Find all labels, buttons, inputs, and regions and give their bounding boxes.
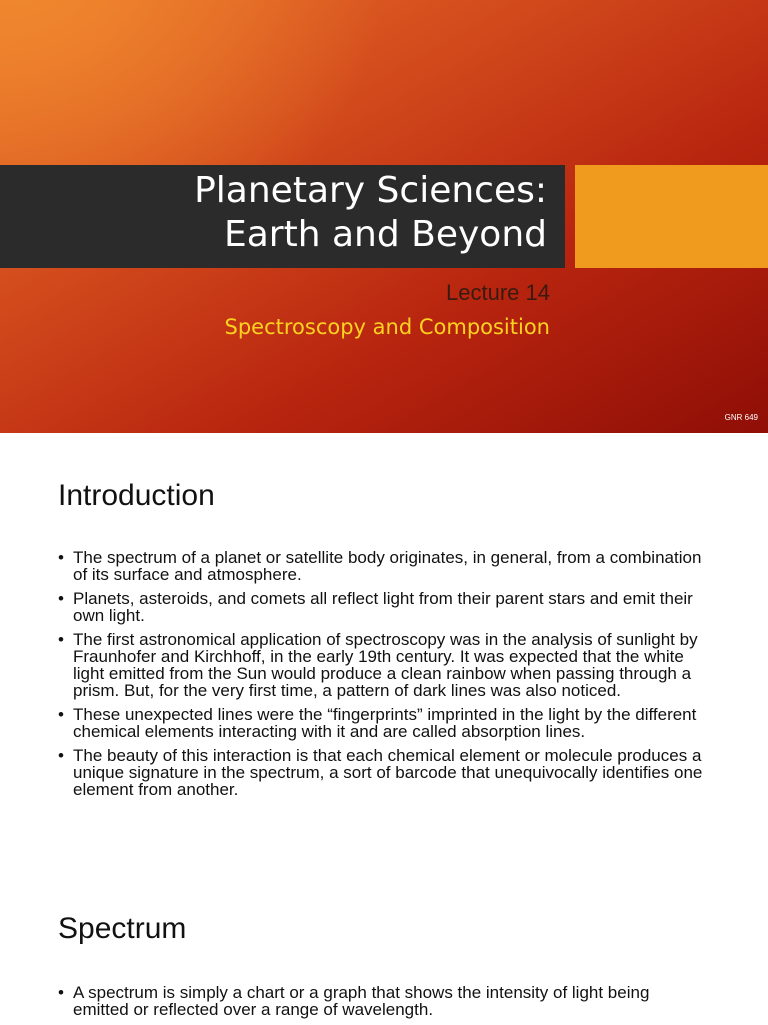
bullet-text: A spectrum is simply a chart or a graph that shows the intensity of light being emitted or reflected over a range of wavelength. <box>73 983 650 1019</box>
spectrum-bullet-list <box>58 984 708 1025</box>
bullet-icon: • <box>58 705 64 724</box>
bullet-text: Planets, asteroids, and comets all reflect light from their parent stars and emit their own light. <box>73 589 693 625</box>
title-slide <box>0 0 768 433</box>
course-code: GNR 649 <box>724 413 758 422</box>
title-band <box>0 165 565 268</box>
introduction-heading: Introduction <box>58 479 215 512</box>
accent-block <box>575 165 768 268</box>
slide-title <box>194 169 547 257</box>
bullet-icon: • <box>58 983 64 1002</box>
list-item <box>58 549 708 583</box>
list-item <box>58 631 708 699</box>
lecture-subtitle: Spectroscopy and Composition <box>224 315 550 339</box>
list-item <box>58 747 708 798</box>
introduction-bullet-list <box>58 549 708 805</box>
title-line-1: Planetary Sciences: <box>194 170 547 211</box>
bullet-icon: • <box>58 630 64 649</box>
spectrum-heading: Spectrum <box>58 912 187 945</box>
lecture-number: Lecture 14 <box>446 280 550 305</box>
list-item <box>58 984 708 1018</box>
bullet-icon: • <box>58 589 64 608</box>
introduction-slide <box>0 433 768 885</box>
bullet-text: The beauty of this interaction is that each chemical element or molecule produces a unique signature in the spectrum, a sort of barcode that unequivocally identifies one element from another. <box>73 746 703 799</box>
bullet-text: The spectrum of a planet or satellite body originates, in general, from a combination of its surface and atmosphere. <box>73 548 702 584</box>
bullet-text: The first astronomical application of spectroscopy was in the analysis of sunlight by Fraunhofer and Kirchhoff, in the early 19th century. It was expected that the white light emitted from the Sun would produce a clean rainbow when passing through a prism. But, for the very first time, a pattern of dark lines was also noticed. <box>73 630 698 700</box>
title-line-2: Earth and Beyond <box>224 214 547 255</box>
bullet-text: These unexpected lines were the “fingerprints” imprinted in the light by the different chemical elements interacting with it and are called absorption lines. <box>73 705 697 741</box>
bullet-icon: • <box>58 746 64 765</box>
list-item <box>58 706 708 740</box>
bullet-icon: • <box>58 548 64 567</box>
list-item <box>58 590 708 624</box>
spectrum-slide <box>0 885 768 1024</box>
